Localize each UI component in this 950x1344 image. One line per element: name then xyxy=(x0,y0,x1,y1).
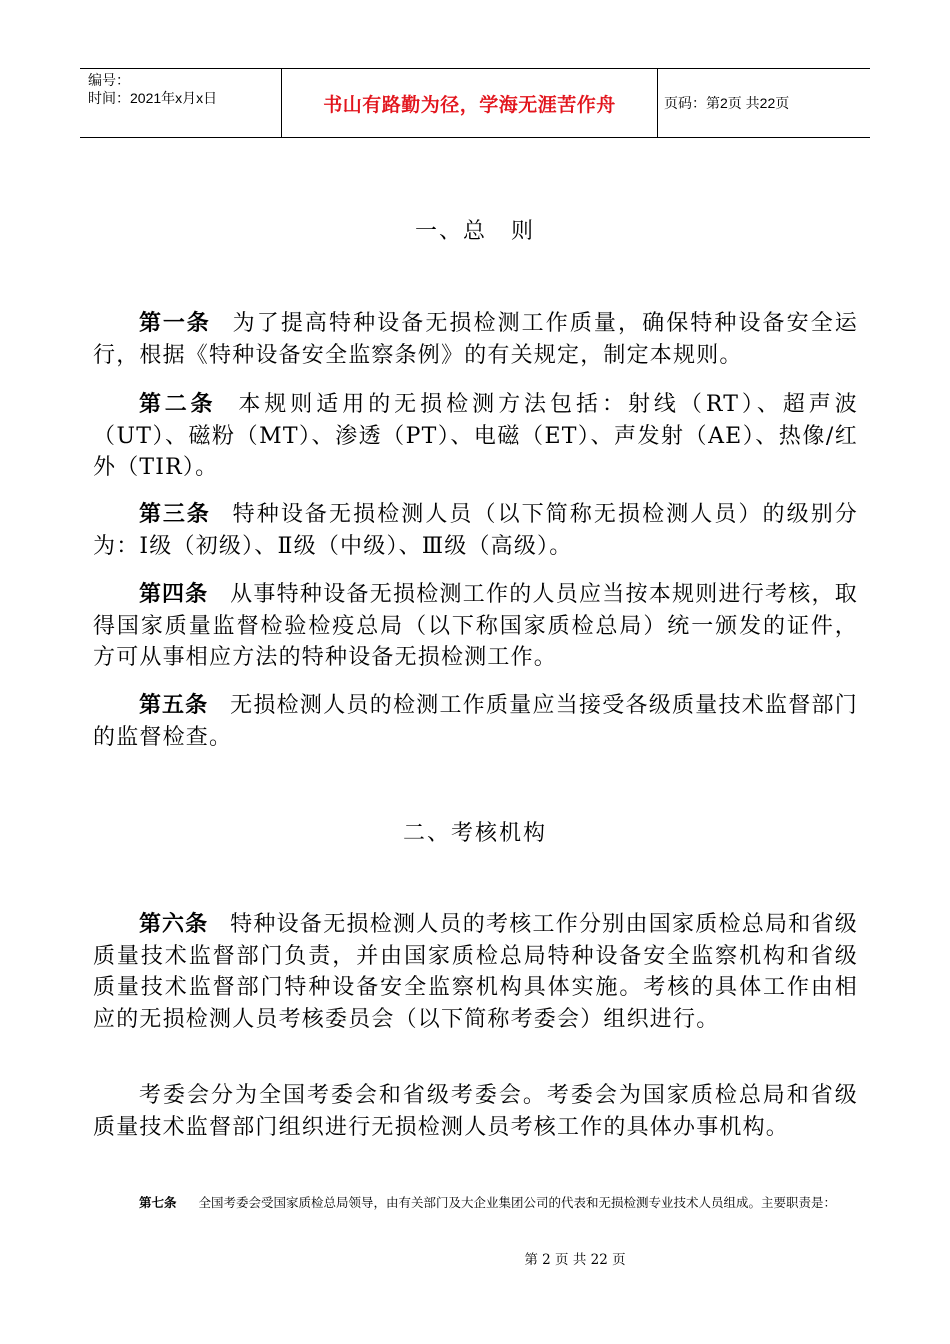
article-label: 第五条 xyxy=(139,693,209,718)
article-text: 为了提高特种设备无损检测工作质量，确保特种设备安全运行，根据《特种设备安全监察条例》的有关规定，制定本规则。 xyxy=(93,311,858,368)
document-date-label: 时间：2021年x月x日 xyxy=(88,90,218,106)
page-footer: 第 2 页 共 22 页 xyxy=(524,1252,626,1268)
header-motto: 书山有路勤为径，学海无涯苦作舟 xyxy=(282,69,658,137)
article-3 xyxy=(93,499,858,562)
article-text: 特种设备无损检测人员（以下简称无损检测人员）的级别分为：Ⅰ级（初级）、Ⅱ级（中级）、Ⅲ级（高级）。 xyxy=(93,502,858,559)
section-title-general: 一、总 则 xyxy=(414,219,535,244)
article-1 xyxy=(93,308,858,371)
article-7 xyxy=(93,1192,858,1214)
committee-paragraph: 考委会分为全国考委会和省级考委会。考委会为国家质检总局和省级质量技术监督部门组织进行无损检测人员考核工作的具体办事机构。 xyxy=(93,1083,858,1140)
article-label: 第六条 xyxy=(139,912,209,937)
article-text: 本规则适用的无损检测方法包括：射线（RT）、超声波（UT）、磁粉（MT）、渗透（PT）、电磁（ET）、声发射（AE）、热像/红外（TIR）。 xyxy=(93,392,858,480)
article-4 xyxy=(93,579,858,674)
article-5 xyxy=(93,690,858,753)
header-page-info: 页码：第2页 共22页 xyxy=(664,95,790,111)
page-header xyxy=(80,68,870,138)
article-2 xyxy=(93,389,858,484)
article-text: 无损检测人员的检测工作质量应当接受各级质量技术监督部门的监督检查。 xyxy=(93,693,858,750)
article-text: 从事特种设备无损检测工作的人员应当按本规则进行考核，取得国家质量监督检验检疫总局（以下称国家质检总局）统一颁发的证件，方可从事相应方法的特种设备无损检测工作。 xyxy=(93,582,858,670)
header-meta-cell xyxy=(80,69,282,137)
article-label: 第二条 xyxy=(139,392,217,417)
section-title-assessment-body: 二、考核机构 xyxy=(402,821,547,846)
article-text: 特种设备无损检测人员的考核工作分别由国家质检总局和省级质量技术监督部门负责，并由国家质检总局特种设备安全监察机构和省级质量技术监督部门特种设备安全监察机构具体实施。考核的具体工作由相应的无损检测人员考核委员会（以下简称考委会）组织进行。 xyxy=(93,912,858,1032)
article-label: 第七条 xyxy=(139,1195,177,1210)
article-label: 第一条 xyxy=(139,311,211,336)
document-number-label: 编号： xyxy=(88,72,130,88)
article-label: 第四条 xyxy=(139,582,209,607)
article-text: 全国考委会受国家质检总局领导，由有关部门及大企业集团公司的代表和无损检测专业技术人员组成。主要职责是： xyxy=(198,1195,837,1210)
article-label: 第三条 xyxy=(139,502,211,527)
article-6 xyxy=(93,909,858,1035)
